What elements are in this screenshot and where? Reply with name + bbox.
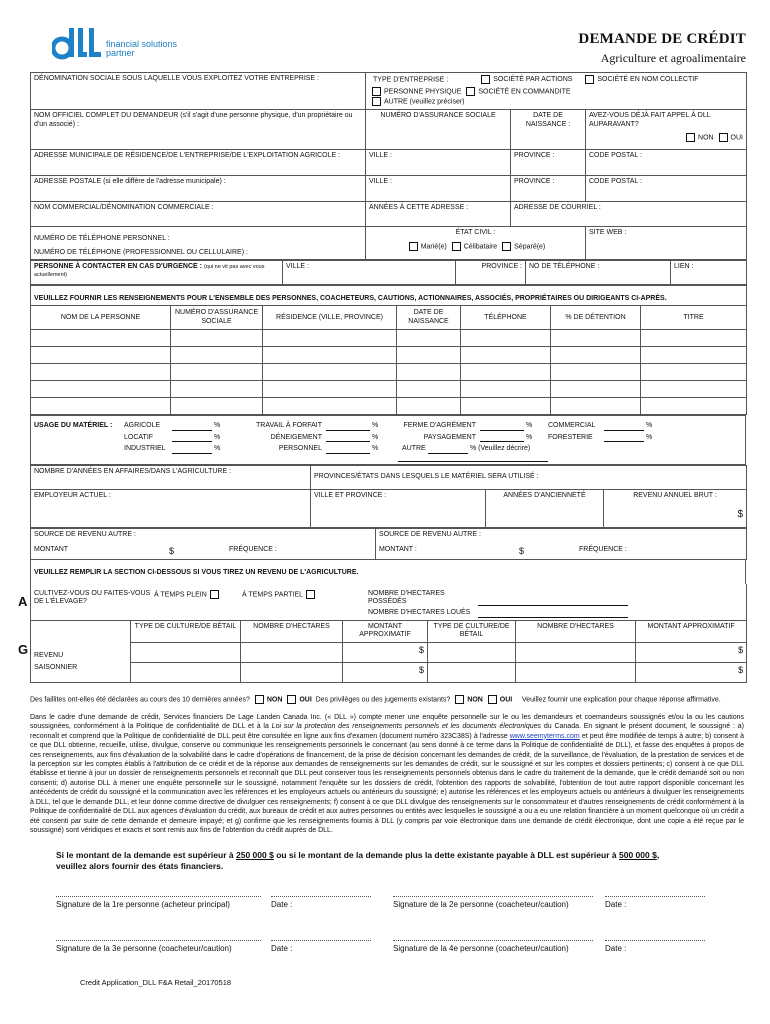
urgence-tel-field[interactable]: NO DE TÉLÉPHONE : bbox=[526, 260, 671, 284]
dll-logo bbox=[52, 26, 177, 60]
saisonnier-label: SAISONNIER bbox=[31, 662, 131, 682]
col-type-culture: TYPE DE CULTURE/DE BÉTAIL bbox=[131, 620, 241, 642]
page-subtitle: Agriculture et agroalimentaire bbox=[600, 51, 746, 65]
checkbox-marie[interactable] bbox=[409, 242, 418, 251]
table-row[interactable] bbox=[31, 398, 747, 415]
signature-row-1 bbox=[30, 896, 746, 910]
nas-field[interactable]: NUMÉRO D'ASSURANCE SOCIALE bbox=[366, 110, 511, 150]
agri-table: CULTIVEZ-VOUS OU FAITES-VOUS DE L'ÉLEVAGE? À TEMPS PLEIN À TEMPS PARTIEL NOMBRE D'HECTARES POSSÉDÉS NOMBRE D'HECTARES LOUÉS TYPE DE CULTURE/DE BÉTAIL NOMBRE D'HECTARES MONTANT APPROXIMATIF TYPE DE CULTURE/DE BÉTAIL NOMBRE D'HECTARES MONTANT APPROXIMATIF REVENU $ $ SAISONNIER $ $ bbox=[30, 584, 747, 683]
page-title: DEMANDE DE CRÉDIT bbox=[578, 31, 746, 47]
anciennete-field[interactable]: ANNÉES D'ANCIENNETÉ bbox=[486, 489, 604, 527]
col-titre: TITRE bbox=[641, 306, 747, 330]
nom-commercial-field[interactable]: NOM COMMERCIAL/DÉNOMINATION COMMERCIALE : bbox=[31, 202, 366, 227]
nom-officiel-field[interactable]: NOM OFFICIEL COMPLET DU DEMANDEUR (s'il s'agit d'une personne physique, d'un propriétaire ou d'un associé) : bbox=[31, 110, 366, 150]
signature-row-2 bbox=[30, 940, 746, 954]
persons-header-row bbox=[31, 306, 747, 330]
date-1[interactable]: Date : bbox=[271, 896, 371, 910]
checkbox-deja-non[interactable] bbox=[686, 133, 695, 142]
table-row[interactable] bbox=[31, 364, 747, 381]
type-label: TYPE D'ENTREPRISE : bbox=[373, 76, 449, 84]
provinces-field[interactable]: PROVINCES/ÉTATS DANS LESQUELS LE MATÉRIEL SERA UTILISÉ : bbox=[311, 465, 747, 489]
checkbox-faillite-non[interactable] bbox=[255, 695, 264, 704]
source-revenu-2[interactable]: SOURCE DE REVENU AUTRE : MONTANT : $ FRÉQUENCE : bbox=[376, 528, 747, 559]
applicant-info-table: DÉNOMINATION SOCIALE SOUS LAQUELLE VOUS EXPLOITEZ VOTRE ENTREPRISE : TYPE D'ENTREPRISE : SOCIÉTÉ PAR ACTIONS SOCIÉTÉ EN NOM COLLECTIF PERSONNE PHYSIQUE SOCIÉTÉ EN COMMANDITE AUTRE (veuillez préciser) NOM OFFICIEL COMPLET DU DEMANDEUR (s'il s'agit d'une personne physique, d'un propriétaire ou d'un associé) : NUMÉRO D'ASSURANCE SOCIALE DATE DE NAISSANCE : AVEZ-VOUS DÉJÀ FAIT APPEL À DLL AUPARAVANT? NON OUI ADRESSE MUNICIPALE DE RÉSIDENCE/DE L'ENTREPRISE/DE L'EXPLOITATION AGRICOLE : VILLE : PROVINCE : CODE POSTAL : ADRESSE POSTALE (si elle diffère de l'adresse municipale) : VILLE : PROVINCE : CODE POSTAL : NOM COMMERCIAL/DÉNOMINATION COMMERCIALE : ANNÉES À CETTE ADRESSE : ADRESSE DE COURRIEL : NUMÉRO DE TÉLÉPHONE PERSONNEL : NUMÉRO DE TÉLÉPHONE (PROFESSIONNEL OU CELLULAIRE) : ÉTAT CIVIL : Marié(e) Célibataire Séparé(e) SITE WEB : bbox=[30, 72, 747, 260]
col-montant-approx: MONTANT APPROXIMATIF bbox=[343, 620, 428, 642]
province-postale-field[interactable]: PROVINCE : bbox=[511, 176, 586, 202]
usage-label: USAGE DU MATÉRIEL : bbox=[34, 422, 113, 430]
checkbox-faillite-oui[interactable] bbox=[287, 695, 296, 704]
table-row[interactable] bbox=[31, 330, 747, 347]
seemyterms-link[interactable]: www.seemyterms.com bbox=[509, 732, 580, 740]
ville-postale-field[interactable]: VILLE : bbox=[366, 176, 511, 202]
source-revenu-table bbox=[30, 528, 747, 560]
adresse-postale-field[interactable]: ADRESSE POSTALE (si elle diffère de l'adresse municipale) : bbox=[31, 176, 366, 202]
employment-table bbox=[30, 465, 747, 528]
letter-a: A bbox=[18, 594, 28, 610]
col-nas: NUMÉRO D'ASSURANCE SOCIALE bbox=[171, 306, 263, 330]
usage-col1: AGRICOLE % LOCATIF % INDUSTRIEL % bbox=[124, 422, 221, 453]
adresse-municipale-field[interactable]: ADRESSE MUNICIPALE DE RÉSIDENCE/DE L'ENTREPRISE/DE L'EXPLOITATION AGRICOLE : bbox=[31, 150, 366, 176]
col-montant-approx-2: MONTANT APPROXIMATIF bbox=[636, 620, 747, 642]
usage-col2: TRAVAIL À FORFAIT % DÉNEIGEMENT % PERSONNEL % bbox=[256, 422, 379, 453]
col-nb-hectares-2: NOMBRE D'HECTARES bbox=[516, 620, 636, 642]
agri-intro: VEUILLEZ REMPLIR LA SECTION CI-DESSOUS SI VOUS TIREZ UN REVENU DE L'AGRICULTURE. bbox=[30, 560, 746, 583]
site-web-field[interactable]: SITE WEB : bbox=[586, 227, 747, 260]
col-detention: % DE DÉTENTION bbox=[551, 306, 641, 330]
date-2[interactable]: Date : bbox=[605, 896, 705, 910]
revenu-label: REVENU bbox=[31, 642, 131, 662]
table-row[interactable]: SAISONNIER $ $ bbox=[31, 662, 747, 682]
col-telephone: TÉLÉPHONE bbox=[461, 306, 551, 330]
checkbox-privilege-non[interactable] bbox=[455, 695, 464, 704]
col-nb-hectares: NOMBRE D'HECTARES bbox=[241, 620, 343, 642]
urgence-table bbox=[30, 260, 747, 285]
dll-logo-icon bbox=[52, 26, 104, 60]
denomination-field[interactable]: DÉNOMINATION SOCIALE SOUS LAQUELLE VOUS EXPLOITEZ VOTRE ENTREPRISE : bbox=[31, 73, 366, 110]
deja-fait-appel: AVEZ-VOUS DÉJÀ FAIT APPEL À DLL AUPARAVANT? NON OUI bbox=[586, 110, 747, 150]
source-revenu-1[interactable]: SOURCE DE REVENU AUTRE : MONTANT $ FRÉQUENCE : bbox=[31, 528, 376, 559]
annees-adresse-field[interactable]: ANNÉES À CETTE ADRESSE : bbox=[366, 202, 511, 227]
usage-col4: COMMERCIAL % FORESTERIE % bbox=[548, 422, 653, 441]
persons-table bbox=[30, 285, 747, 415]
legal-text: Dans le cadre d'une demande de crédit, Services financiers De Lage Landen Canada Inc. (« DLL ») compte mener une enquête personnelle sur le ou les demandeurs et coemandeurs soussignés et/ou la ou les cautions soussignées, conformément à la Politique de confidentialité de DLL et à la Loi sur la protection des renseignements personnels et les documents électroniques du Canada. En signant le présent document, le soussigné : a) reconnaît et comprend que la Politique de confidentialité de DLL peut être consultée en ligne aux fins d'examen (document numéro 323C38S) à l'adresse www.seemyterms.com et peut être modifiée de temps à autre; b) consent à ce que DLL obtienne, recueille, utilise, divulgue, conserve ou communique les renseignements personnels le concernant (au sens donné à ce terme dans la Politique de confidentialité de DLL), et fasse des enquêtes à propos de ces renseignements, aux fins d'évaluation de la solvabilité dans le cadre d'opérations de financement, de la prise de décision concernant les demandes de crédit, de la surveillance, de l'évaluation, de la prestation de services et de la perception sur les comptes établis à l'attribution de ce crédit et de la réponse aux demandes de renseignements sur les demandes de crédit, sur le soussigné et sur les comptes et dossiers pertinents; c) consent à ce que DLL établisse et tienne à jour un dossier de renseignements personnels et reconnaît que DLL peut conserver tous les renseignements personnels obtenus dans le cadre du traitement de la demande, que le crédit demandé soit ou non consenti; d) autorise DLL à mener une enquête personnelle sur le soussigné, notamment l'enquête sur les dossiers de crédit, l'obtention des rapports de solvabilité, l'obtention de tout autre rapport disponible concernant les antécédents de crédit du soussigné et la communication avec les références et les employeurs actuels ou antérieurs du soussigné; e) autorise les références et les employeurs actuels ou antérieurs à divulguer les renseignements à DLL, tel que le demande DLL, et leur donne comme directive de divulguer ces renseignements; f) consent à ce que DLL divulgue des renseignements sur le consommateur et d'autres renseignements de crédit conformément à la Politique de confidentialité de DLL aux agences d'évaluation du crédit, aux bureaux de crédit et aux autres personnes ou entités avec lesquelles le soussigné a ou a eu une relation financière à un moment quelconque où un crédit a été consenti par suite de cette demande et demeure impayé; et g) confirme que les renseignements fournis à DLL (y compris par voie électronique dans une demande de crédit électronique, dont une copie a été reçue par le soussigné) sont véridiques et exacts et sont remis aux fins de l'obtention du crédit auprès de DLL. bbox=[30, 713, 744, 835]
checkbox-deja-oui[interactable] bbox=[719, 133, 728, 142]
table-row[interactable]: REVENU $ $ bbox=[31, 642, 747, 662]
code-postal-postale-field[interactable]: CODE POSTAL : bbox=[586, 176, 747, 202]
col-type-culture-2: TYPE DE CULTURE/DE BÉTAIL bbox=[428, 620, 516, 642]
code-postal-field[interactable]: CODE POSTAL : bbox=[586, 150, 747, 176]
signature-3[interactable]: Signature de la 3e personne (coacheteur/caution) bbox=[56, 940, 261, 954]
signature-1[interactable]: Signature de la 1re personne (acheteur principal) bbox=[56, 896, 261, 910]
checkbox-societe-actions[interactable] bbox=[481, 75, 490, 84]
revenu-brut-field[interactable]: REVENU ANNUEL BRUT : $ bbox=[604, 489, 747, 527]
header bbox=[30, 10, 746, 72]
checkbox-personne-physique[interactable] bbox=[372, 87, 381, 96]
etat-civil-field: ÉTAT CIVIL : Marié(e) Célibataire Séparé(e) bbox=[366, 227, 586, 260]
ville-province-field[interactable]: VILLE ET PROVINCE : bbox=[311, 489, 486, 527]
date-3[interactable]: Date : bbox=[271, 940, 371, 954]
employeur-field[interactable]: EMPLOYEUR ACTUEL : bbox=[31, 489, 311, 527]
urgence-ville-field[interactable]: VILLE : bbox=[283, 260, 456, 284]
courriel-field[interactable]: ADRESSE DE COURRIEL : bbox=[511, 202, 747, 227]
table-row[interactable] bbox=[31, 347, 747, 364]
footer-doc-id: Credit Application_DLL F&A Retail_20170518 bbox=[80, 978, 232, 987]
declarations: Des faillites ont-elles été déclarées au cours des 10 dernières années? NON OUI Des privilèges ou des jugements existants? NON OUI Veuillez fournir une explication pour chaque réponse affirmative. bbox=[30, 696, 721, 704]
col-nom: NOM DE LA PERSONNE bbox=[31, 306, 171, 330]
checkbox-temps-partiel[interactable] bbox=[306, 590, 315, 599]
checkbox-celibataire[interactable] bbox=[452, 242, 461, 251]
col-date-naissance: DATE DE NAISSANCE bbox=[397, 306, 461, 330]
checkbox-nom-collectif[interactable] bbox=[585, 75, 594, 84]
col-residence: RÉSIDENCE (VILLE, PROVINCE) bbox=[263, 306, 397, 330]
cultivez-question: CULTIVEZ-VOUS OU FAITES-VOUS DE L'ÉLEVAGE? bbox=[34, 589, 151, 605]
usage-col3: FERME D'AGRÉMENT % PAYSAGEMENT % AUTRE % (Veuillez décrire) bbox=[398, 422, 548, 462]
financial-statements-note: Si le montant de la demande est supérieur à 250 000 $ ou si le montant de la demande plus la dette existante payable à DLL est supérieur à 500 000 $, veuillez alors fournir des états financiers. bbox=[56, 849, 660, 871]
checkbox-separe[interactable] bbox=[502, 242, 511, 251]
ville-field[interactable]: VILLE : bbox=[366, 150, 511, 176]
urgence-province-field[interactable]: PROVINCE : bbox=[456, 260, 526, 284]
urgence-lien-field[interactable]: LIEN : bbox=[671, 260, 747, 284]
letter-g: G bbox=[18, 642, 29, 658]
table-row[interactable] bbox=[31, 381, 747, 398]
date-4[interactable]: Date : bbox=[605, 940, 705, 954]
persons-intro: VEUILLEZ FOURNIR LES RENSEIGNEMENTS POUR L'ENSEMBLE DES PERSONNES, COACHETEURS, CAUTIONS, ACTIONNAIRES, ASSOCIÉS, PROPRIÉTAIRES OU DIRIGEANTS CI-APRÈS. bbox=[31, 285, 747, 305]
logo-tagline: financial solutions partner bbox=[106, 39, 178, 58]
signature-2[interactable]: Signature de la 2e personne (coacheteur/caution) bbox=[393, 896, 593, 910]
annees-agri-field[interactable]: NOMBRE D'ANNÉES EN AFFAIRES/DANS L'AGRICULTURE : bbox=[31, 465, 311, 489]
agri-section bbox=[18, 560, 746, 683]
signature-4[interactable]: Signature de la 4e personne (coacheteur/caution) bbox=[393, 940, 593, 954]
checkbox-autre[interactable] bbox=[372, 97, 381, 106]
urgence-field[interactable]: PERSONNE À CONTACTER EN CAS D'URGENCE : (qui ne vit pas avec vous actuellement) bbox=[31, 260, 283, 284]
telephone-field[interactable]: NUMÉRO DE TÉLÉPHONE PERSONNEL : NUMÉRO DE TÉLÉPHONE (PROFESSIONNEL OU CELLULAIRE) : bbox=[31, 227, 366, 260]
usage-table bbox=[30, 415, 746, 465]
checkbox-privilege-oui[interactable] bbox=[488, 695, 497, 704]
date-naissance-field[interactable]: DATE DE NAISSANCE : bbox=[511, 110, 586, 150]
checkbox-temps-plein[interactable] bbox=[210, 590, 219, 599]
province-field[interactable]: PROVINCE : bbox=[511, 150, 586, 176]
checkbox-commandite[interactable] bbox=[466, 87, 475, 96]
